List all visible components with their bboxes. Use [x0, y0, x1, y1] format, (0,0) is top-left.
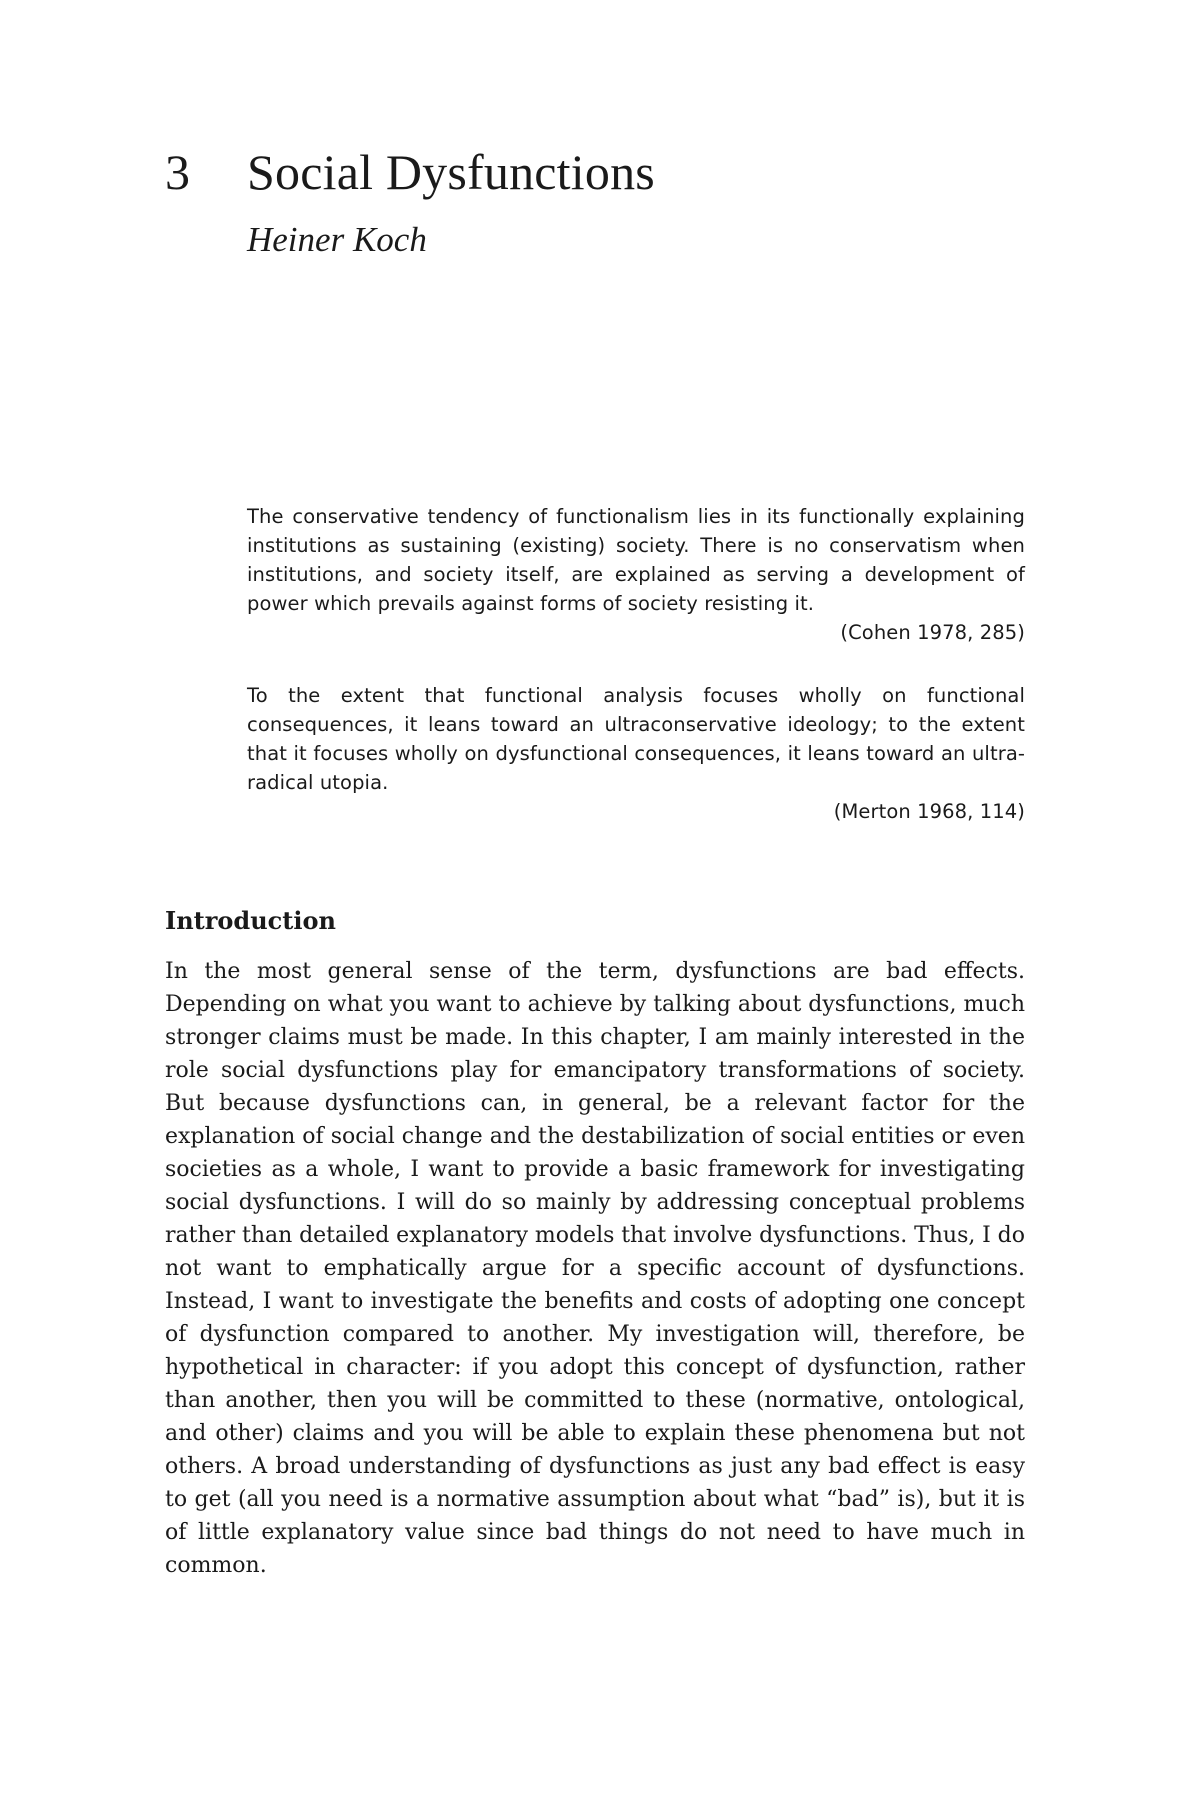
- section-heading: Introduction: [165, 906, 336, 935]
- body-paragraph: In the most general sense of the term, dysfunctions are bad effects. Depending on what you want to achieve by talking about dysfunctions, much stronger claims must be made. In this chapter, I am mainly interested in the role social dysfunctions play for emancipatory transformations of society. But because dysfunctions can, in general, be a relevant factor for the explanation of social change and the destabilization of social entities or even societies as a whole, I want to provide a basic framework for investigating social dysfunctions. I will do so mainly by addressing conceptual problems rather than detailed explanatory models that involve dysfunctions. Thus, I do not want to emphatically argue for a specific account of dysfunctions. Instead, I want to investigate the benefits and costs of adopting one concept of dysfunction compared to another. My investigation will, therefore, be hypothetical in character: if you adopt this concept of dysfunction, rather than another, then you will be committed to these (normative, ontological, and other) claims and you will be able to explain these phenomena but not others. A broad understanding of dysfunctions as just any bad effect is easy to get (all you need is a normative assumption about what “bad” is), but it is of little explanatory value since bad things do not need to have much in common.: [165, 959, 1025, 1578]
- epigraph-text: The conservative tendency of functionalism lies in its functionally explaining institutions as sustaining (existing) society. There is no conservatism when institutions, and society itself, are explained as serving a development of power which prevails against forms of society resisting it.: [247, 505, 1025, 615]
- epigraph-merton: [247, 681, 1025, 826]
- chapter-header: [165, 142, 1045, 262]
- chapter-title: Social Dysfunctions: [247, 144, 655, 200]
- epigraphs: [247, 502, 1025, 860]
- epigraph-citation: (Merton 1968, 114): [833, 800, 1025, 823]
- epigraph-citation: (Cohen 1978, 285): [840, 621, 1025, 644]
- epigraph-text: To the extent that functional analysis focuses wholly on functional consequences, it leans toward an ultraconservative ideology; to the extent that it focuses wholly on dysfunctional consequences, it leans toward an ultra-radical utopia.: [247, 684, 1025, 794]
- epigraph-cohen: [247, 502, 1025, 647]
- chapter-title-row: [165, 142, 1045, 202]
- chapter-author: Heiner Koch: [247, 220, 427, 259]
- chapter-number: 3: [165, 144, 190, 200]
